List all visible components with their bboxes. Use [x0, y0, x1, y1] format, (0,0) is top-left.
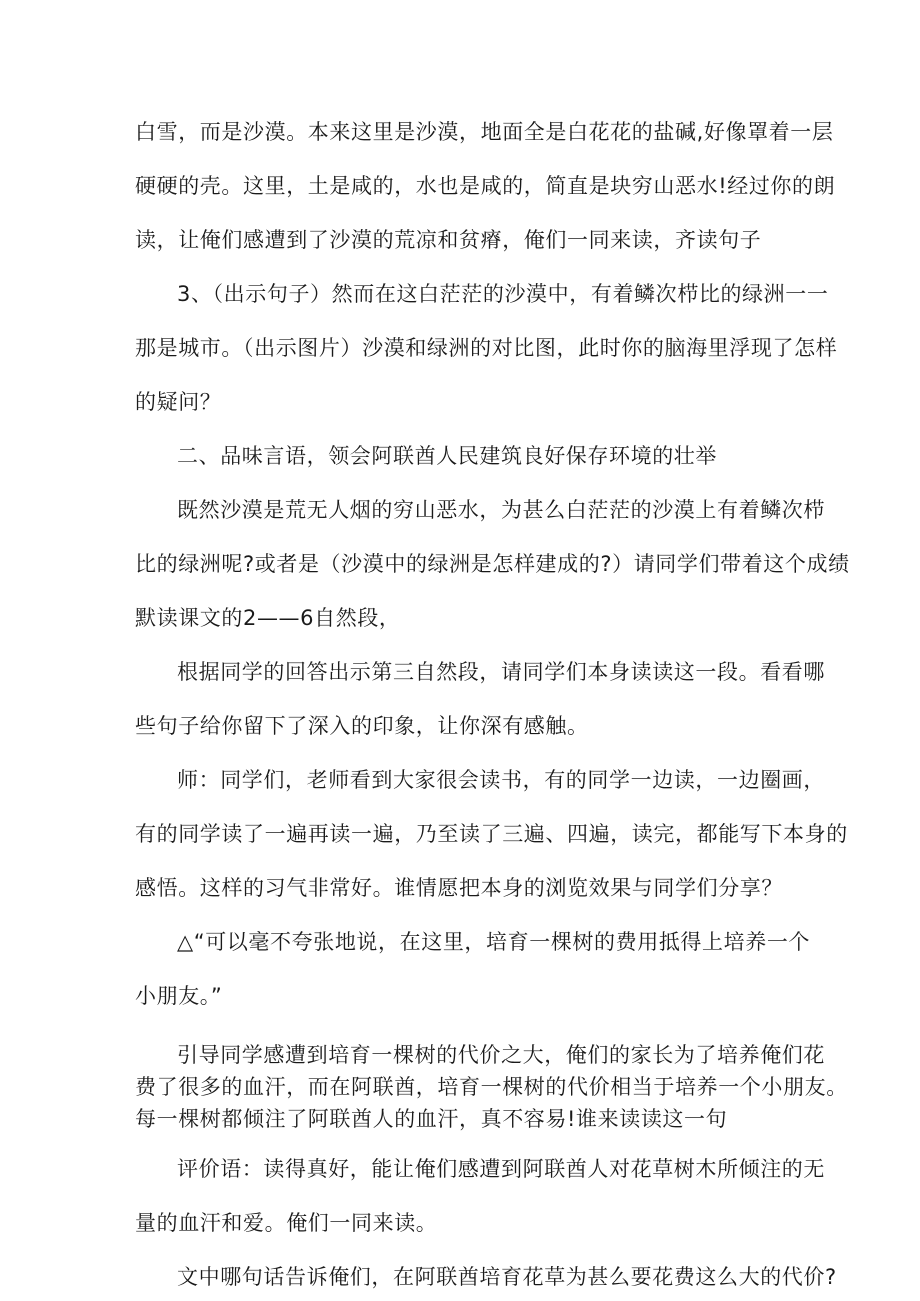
paragraph-8-line-3: 每一棵树都倾注了阿联酋人的血汗，真不容易!谁来读读这一句: [135, 1107, 728, 1131]
paragraph-1-line-3: 读，让俺们感遭到了沙漠的荒凉和贫瘠，俺们一同来读，齐读句子: [135, 228, 762, 252]
paragraph-6-line-3: 感悟。这样的习气非常好。谁情愿把本身的浏览效果与同学们分享？: [135, 876, 783, 900]
paragraph-5-line-1: 根据同学的回答出示第三自然段，请同学们本身读读这一段。看看哪: [177, 660, 825, 684]
section-heading: 二、品味言语，领会阿联酋人民建筑良好保存环境的壮举: [177, 444, 717, 468]
paragraph-2-line-1: 3、（出示句子）然而在这白茫茫的沙漠中，有着鳞次栉比的绿洲一一: [177, 282, 829, 306]
paragraph-9-line-1: 评价语：读得真好，能让俺们感遭到阿联酋人对花草树木所倾注的无: [177, 1157, 825, 1181]
paragraph-4-line-2: 比的绿洲呢?或者是（沙漠中的绿洲是怎样建成的?）请同学们带着这个成绩: [135, 552, 850, 576]
paragraph-10-line-1: 文中哪句话告诉俺们，在阿联酋培育花草为甚么要花费这么大的代价?: [177, 1265, 837, 1289]
paragraph-2-line-2: 那是城市。（出示图片）沙漠和绿洲的对比图，此时你的脑海里浮现了怎样: [135, 336, 838, 360]
paragraph-7-line-2: 小朋友。”: [135, 984, 223, 1008]
paragraph-9-line-2: 量的血汗和爱。俺们一同来读。: [135, 1211, 438, 1235]
paragraph-5-line-2: 些句子给你留下了深入的印象，让你深有感触。: [135, 714, 589, 738]
paragraph-6-line-1: 师：同学们，老师看到大家很会读书，有的同学一边读，一边圈画，: [177, 768, 825, 792]
paragraph-7-line-1: △“可以毫不夸张地说，在这里，培育一棵树的费用抵得上培养一个: [177, 930, 811, 954]
paragraph-1-line-2: 硬硬的壳。这里，土是咸的，水也是咸的，简直是块穷山恶水!经过你的朗: [135, 174, 836, 198]
paragraph-6-line-2: 有的同学读了一遍再读一遍，乃至读了三遍、四遍，读完，都能写下本身的: [135, 822, 848, 846]
paragraph-4-line-1: 既然沙漠是荒无人烟的穷山恶水，为甚么白茫茫的沙漠上有着鳞次栉: [177, 498, 825, 522]
paragraph-2-line-3: 的疑问？: [135, 390, 222, 414]
paragraph-8-line-1: 引导同学感遭到培育一棵树的代价之大，俺们的家长为了培养俺们花: [177, 1043, 825, 1067]
paragraph-1-line-1: 白雪，而是沙漠。本来这里是沙漠，地面全是白花花的盐碱,好像罩着一层: [135, 120, 834, 144]
paragraph-4-line-3: 默读课文的2——6自然段，: [135, 606, 401, 630]
paragraph-8-line-2: 费了很多的血汗，而在阿联酋，培育一棵树的代价相当于培养一个小朋友。: [135, 1075, 848, 1099]
